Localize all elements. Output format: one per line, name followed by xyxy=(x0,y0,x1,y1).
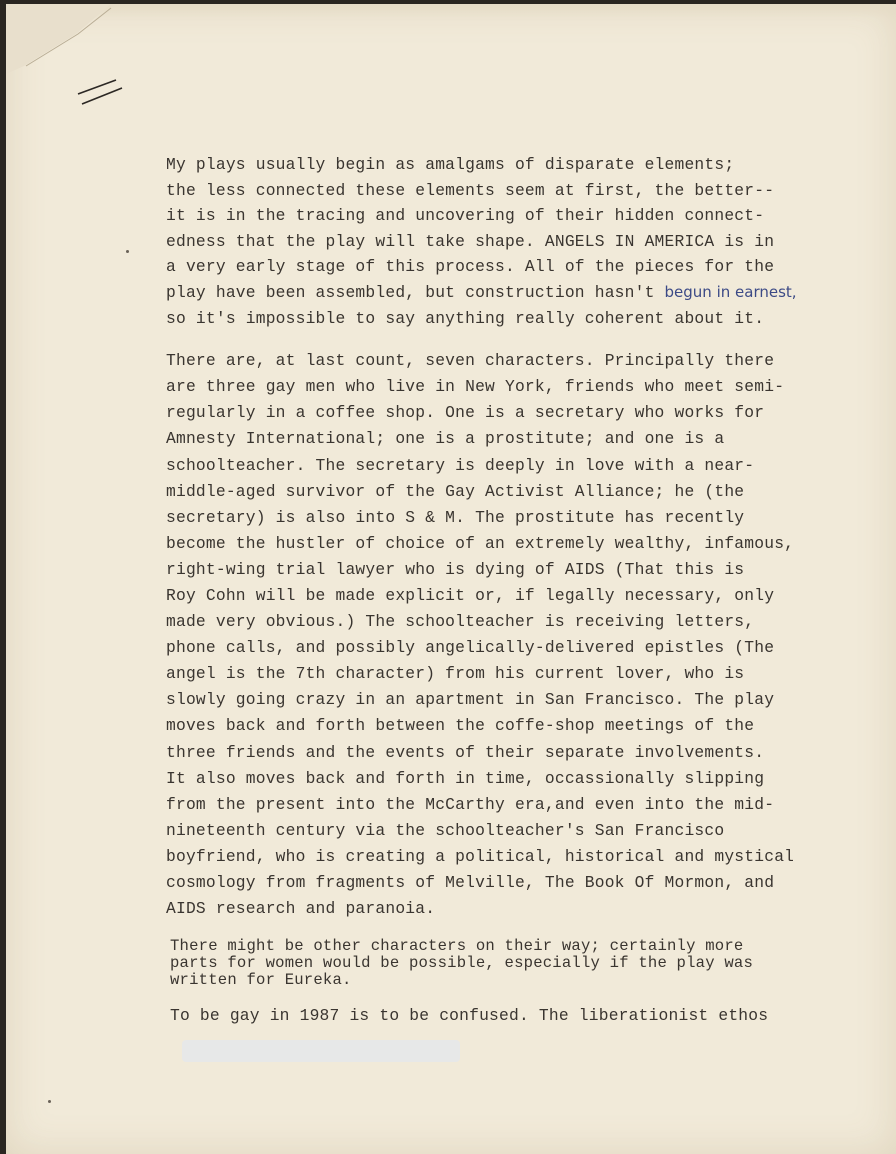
text-line: right-wing trial lawyer who is dying of AIDS (That this is xyxy=(166,559,745,579)
text-line: There are, at last count, seven characters. Principally there xyxy=(166,351,775,371)
text-line: play have been assembled, but construction hasn't xyxy=(166,282,655,302)
text-line: edness that the play will take shape. ANGELS IN AMERICA is in xyxy=(166,231,775,251)
typed-page xyxy=(6,4,896,1154)
text-line: the less connected these elements seem at first, the better-- xyxy=(166,180,775,200)
paragraph-1 xyxy=(166,152,886,331)
text-line: moves back and forth between the coffe-shop meetings of the xyxy=(166,716,755,736)
text-line: slowly going crazy in an apartment in San Francisco. The play xyxy=(166,690,775,710)
text-line: It also moves back and forth in time, occassionally slipping xyxy=(166,768,765,788)
text-line: middle-aged survivor of the Gay Activist Alliance; he (the xyxy=(166,481,745,501)
margin-slash-marks xyxy=(72,74,132,114)
text-line: from the present into the McCarthy era,and even into the mid- xyxy=(166,794,775,814)
text-line: Roy Cohn will be made explicit or, if legally necessary, only xyxy=(166,586,775,605)
text-line: so it's impossible to say anything really coherent about it. xyxy=(166,308,765,328)
text-line: angel is the 7th character) from his current lover, who is xyxy=(166,664,745,684)
paragraph-3 xyxy=(166,938,886,989)
text-line: become the hustler of choice of an extremely wealthy, infamous, xyxy=(166,533,795,553)
text-line: written for Eureka. xyxy=(170,971,352,990)
page-top-edge xyxy=(6,4,896,18)
text-line: phone calls, and possibly angelically-delivered epistles (The xyxy=(166,638,775,658)
text-line: a very early stage of this process. All of the pieces for the xyxy=(166,257,775,277)
text-line: cosmology from fragments of Melville, The Book Of Mormon, and xyxy=(166,873,775,893)
correction-smudge xyxy=(182,1040,460,1062)
text-line: There might be other characters on their way; certainly more xyxy=(170,937,744,956)
text-line: secretary) is also into S & M. The prostitute has recently xyxy=(166,507,745,527)
typed-text-body xyxy=(166,152,886,1028)
text-line: My plays usually begin as amalgams of disparate elements; xyxy=(166,155,735,174)
text-line: three friends and the events of their separate involvements. xyxy=(166,742,765,762)
paper-speck xyxy=(126,250,129,253)
inserted-correction: begun in earnest, xyxy=(664,282,797,301)
text-line: made very obvious.) The schoolteacher is receiving letters, xyxy=(166,612,755,632)
text-line: are three gay men who live in New York, friends who meet semi- xyxy=(166,377,785,397)
paragraph-4 xyxy=(166,1003,886,1028)
paper-speck xyxy=(48,1100,51,1103)
folded-corner xyxy=(6,4,136,84)
text-line: To be gay in 1987 is to be confused. The liberationist ethos xyxy=(170,1006,769,1026)
text-line: nineteenth century via the schoolteacher's San Francisco xyxy=(166,820,725,840)
text-line: schoolteacher. The secretary is deeply in love with a near- xyxy=(166,455,755,475)
text-line: regularly in a coffee shop. One is a secretary who works for xyxy=(166,403,765,423)
text-line: AIDS research and paranoia. xyxy=(166,899,436,919)
text-line-with-insert xyxy=(166,280,886,306)
text-line: it is in the tracing and uncovering of their hidden connect- xyxy=(166,206,765,226)
text-line: parts for women would be possible, especially if the play was xyxy=(170,954,754,973)
paragraph-2 xyxy=(166,348,886,922)
text-line: boyfriend, who is creating a political, historical and mystical xyxy=(166,846,795,866)
text-line: Amnesty International; one is a prostitute; and one is a xyxy=(166,429,725,449)
